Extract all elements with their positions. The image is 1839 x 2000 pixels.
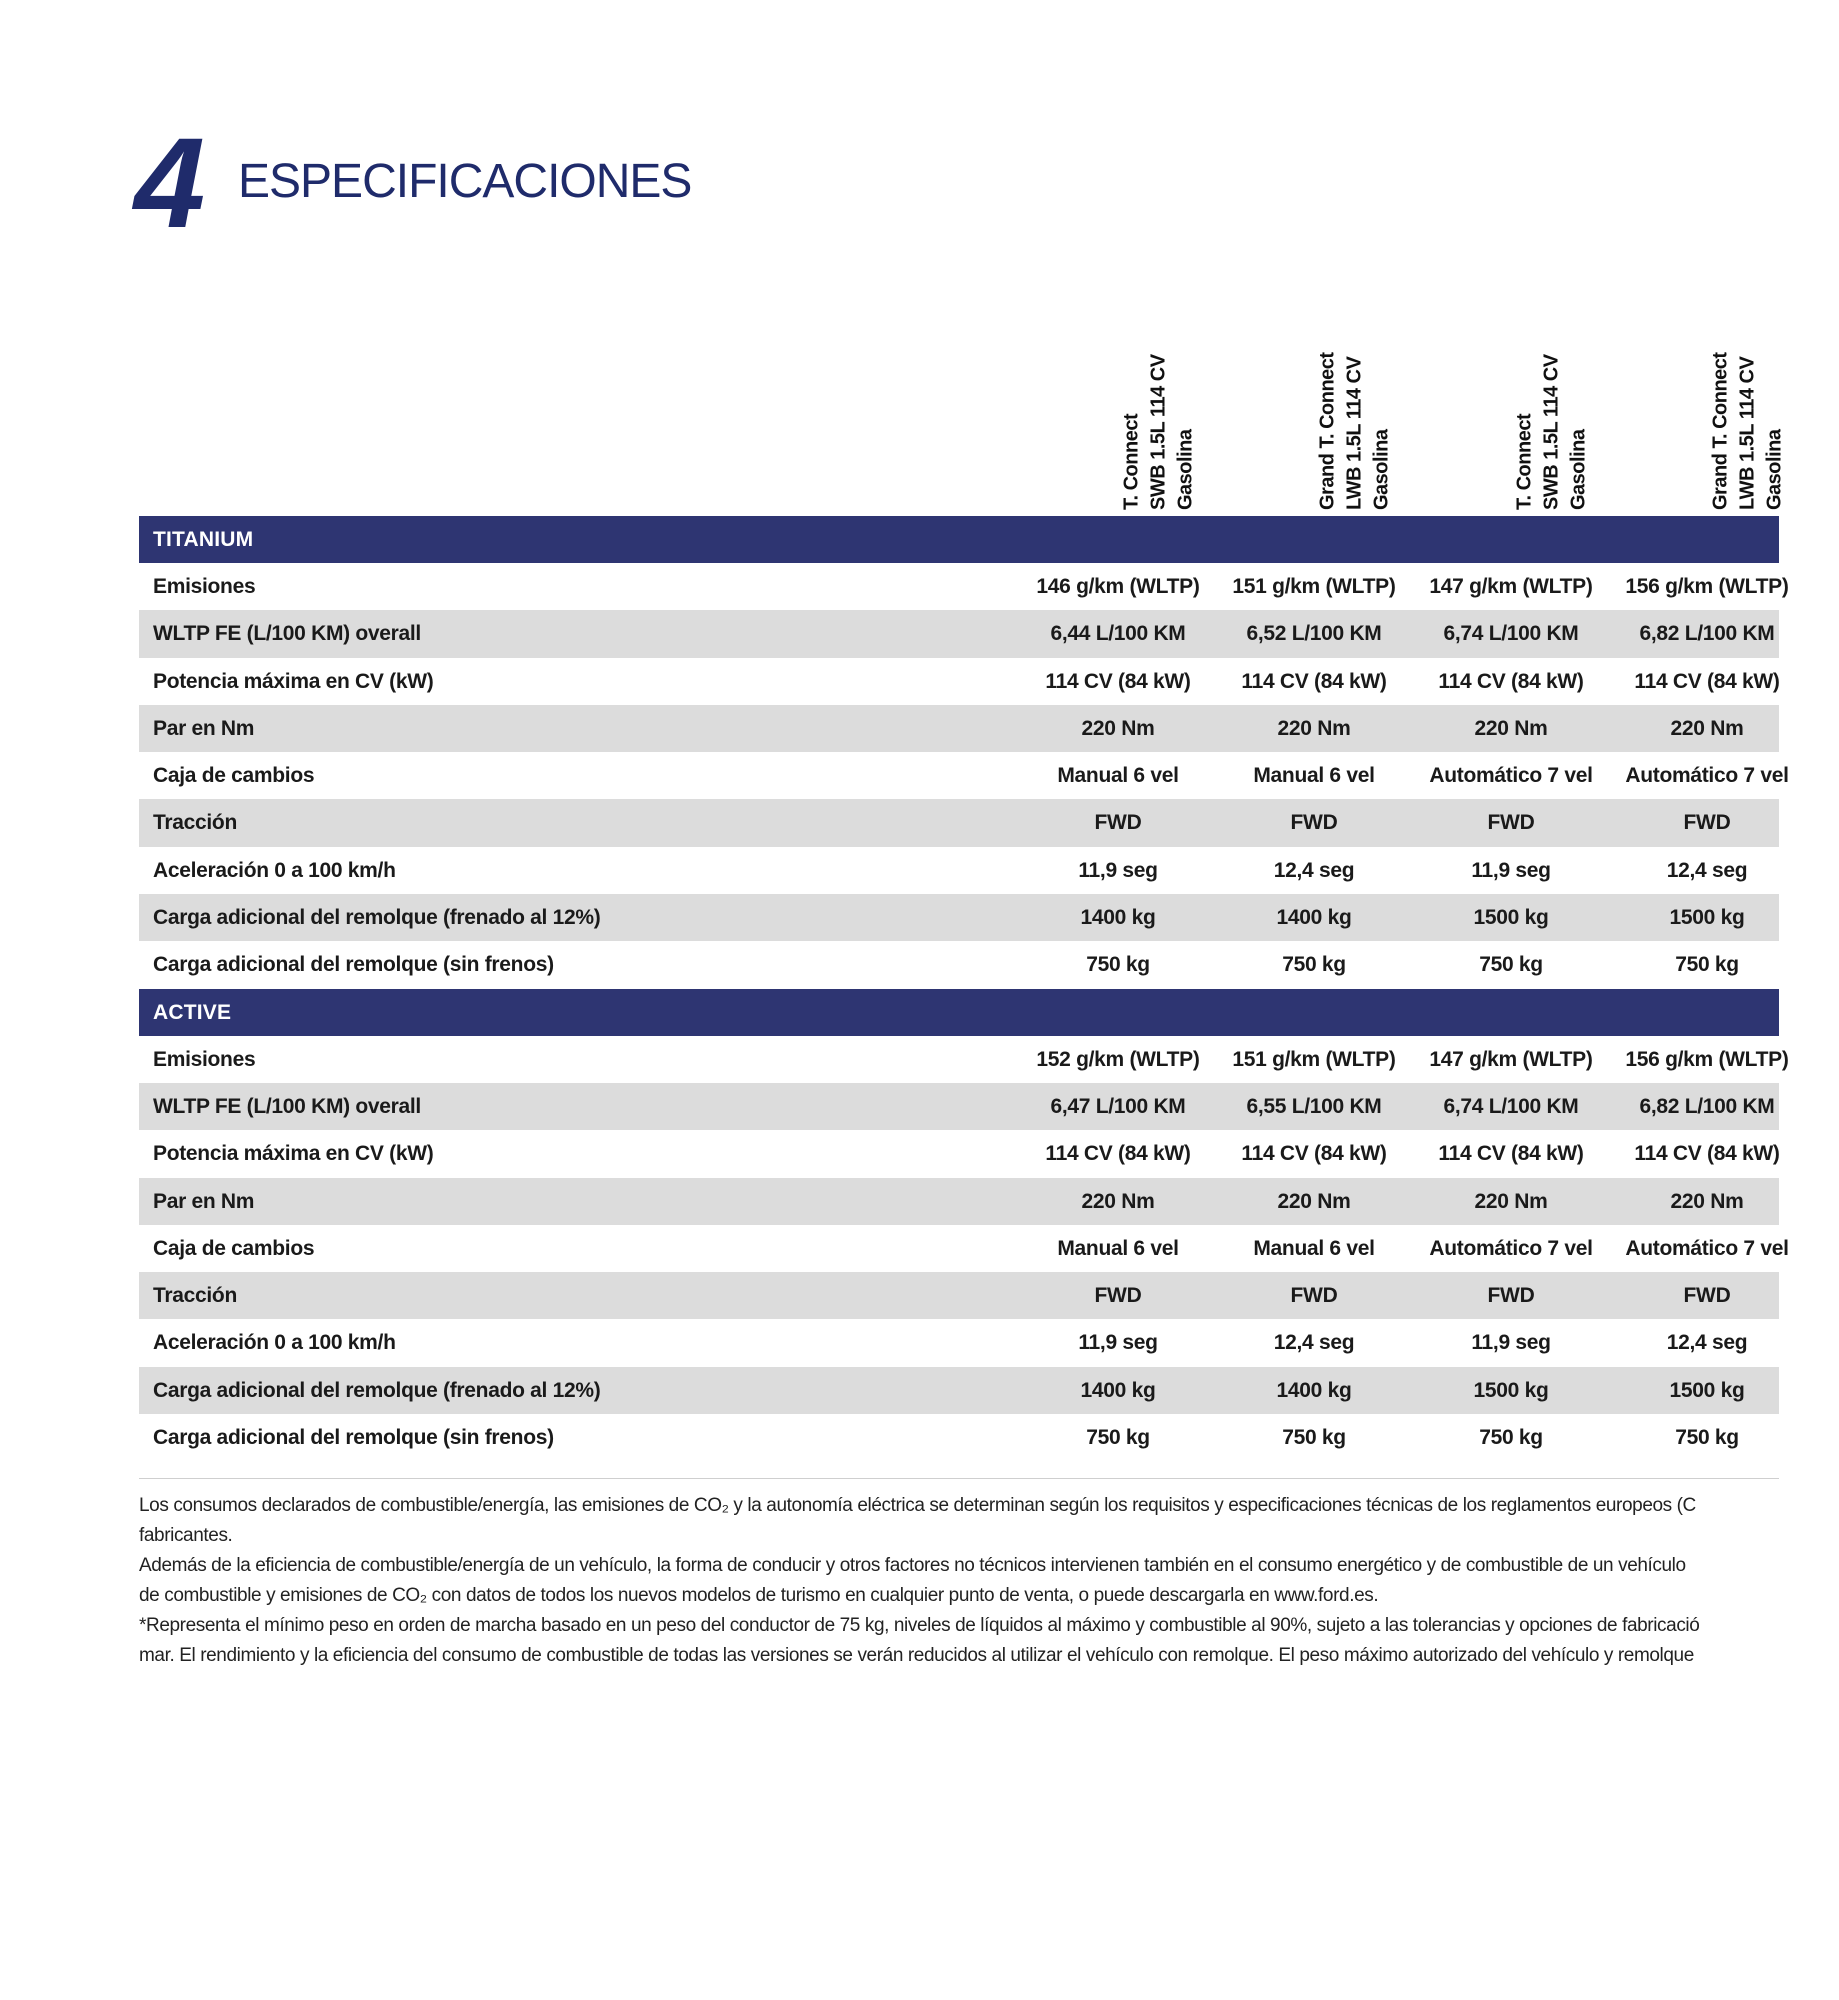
row-label: Potencia máxima en CV (kW) [153, 1142, 434, 1166]
table-cell: 750 kg [1479, 1426, 1543, 1450]
table-row [139, 847, 1779, 894]
table-cell: 6,44 L/100 KM [1050, 622, 1186, 646]
column-header-line: Gasolina [1567, 429, 1590, 510]
table-cell: 152 g/km (WLTP) [1036, 1047, 1200, 1071]
table-cell: 6,55 L/100 KM [1246, 1094, 1382, 1118]
column-header-line: Gasolina [1174, 429, 1197, 510]
footnote: mar. El rendimiento y la eficiencia del consumo de combustible de todas las versiones se verán reducidos al utilizar el vehículo con remolque. El peso máximo autorizado del vehículo y remolque [139, 1645, 1694, 1666]
column-header-line: Gasolina [1370, 429, 1393, 510]
table-cell: 6,52 L/100 KM [1246, 622, 1382, 646]
column-header [1114, 345, 1204, 510]
footnote: de combustible y emisiones de CO₂ con datos de todos los nuevos modelos de turismo en cualquier punto de venta, o puede descargarla en www.ford.es. [139, 1585, 1379, 1606]
table-cell: 6,82 L/100 KM [1639, 1094, 1775, 1118]
table-cell: 6,47 L/100 KM [1050, 1094, 1186, 1118]
table-row [139, 1272, 1779, 1319]
table-cell: 220 Nm [1081, 716, 1155, 740]
table-cell: 114 CV (84 kW) [1438, 669, 1584, 693]
column-header-line: T. Connect [1513, 413, 1536, 510]
table-cell: 220 Nm [1277, 1189, 1351, 1213]
table-cell: Manual 6 vel [1253, 1236, 1375, 1260]
table-cell: 114 CV (84 kW) [1634, 1142, 1780, 1166]
table-cell: FWD [1290, 811, 1338, 835]
column-header-line: SWB 1.5L 114 CV [1540, 354, 1563, 510]
table-cell: 750 kg [1282, 953, 1346, 977]
row-label: Aceleración 0 a 100 km/h [153, 1331, 396, 1355]
table-cell: 1400 kg [1276, 1378, 1352, 1402]
column-header-line: Grand T. Connect [1709, 352, 1732, 510]
table-cell: Automático 7 vel [1625, 1236, 1789, 1260]
spec-table [139, 516, 1789, 1461]
table-cell: 6,74 L/100 KM [1443, 1094, 1579, 1118]
table-cell: 156 g/km (WLTP) [1625, 1047, 1789, 1071]
row-label: Caja de cambios [153, 764, 315, 788]
row-label: Caja de cambios [153, 1236, 315, 1260]
table-cell: 220 Nm [1670, 1189, 1744, 1213]
table-row [139, 941, 1779, 988]
table-cell: 220 Nm [1277, 716, 1351, 740]
column-header-line: T. Connect [1120, 413, 1143, 510]
footnotes [139, 1493, 1839, 1673]
table-cell: 1400 kg [1276, 906, 1352, 930]
table-cell: 1500 kg [1473, 906, 1549, 930]
table-row [139, 1083, 1779, 1130]
row-label: Carga adicional del remolque (frenado al 12%) [153, 1378, 601, 1402]
table-row [139, 1036, 1789, 1083]
table-cell: 12,4 seg [1666, 858, 1748, 882]
table-cell: FWD [1094, 1284, 1142, 1308]
table-cell: 114 CV (84 kW) [1438, 1142, 1584, 1166]
table-row [139, 1178, 1779, 1225]
footnote: *Representa el mínimo peso en orden de marcha basado en un peso del conductor de 75 kg, niveles de líquidos al máximo y combustible al 90%, sujeto a las tolerancias y opciones de fabricació [139, 1615, 1700, 1636]
section-number: 4 [134, 112, 202, 255]
table-cell: 220 Nm [1474, 716, 1548, 740]
footnote: Además de la eficiencia de combustible/energía de un vehículo, la forma de conducir y otros factores no técnicos intervienen también en el consumo energético y de combustible de un vehículo [139, 1555, 1686, 1576]
table-cell: 1400 kg [1080, 1378, 1156, 1402]
table-cell: 114 CV (84 kW) [1045, 1142, 1191, 1166]
column-header-line: Gasolina [1763, 429, 1786, 510]
table-cell: 12,4 seg [1273, 858, 1355, 882]
page-title: ESPECIFICACIONES [238, 155, 692, 208]
column-header-line: SWB 1.5L 114 CV [1147, 354, 1170, 510]
column-header-line: LWB 1.5L 114 CV [1343, 356, 1366, 510]
table-row [139, 1130, 1779, 1177]
table-cell: 147 g/km (WLTP) [1429, 575, 1593, 598]
table-cell: 6,74 L/100 KM [1443, 622, 1579, 646]
row-label: Emisiones [153, 1047, 256, 1071]
row-label: Carga adicional del remolque (sin frenos) [153, 1426, 554, 1450]
table-row [139, 894, 1779, 941]
footnote: Los consumos declarados de combustible/energía, las emisiones de CO₂ y la autonomía eléctrica se determinan según los requisitos y especificaciones técnicas de los reglamentos europeos (C [139, 1495, 1696, 1516]
table-cell: 750 kg [1675, 953, 1739, 977]
table-cell: FWD [1683, 1284, 1731, 1308]
table-cell: Automático 7 vel [1429, 1236, 1593, 1260]
table-cell: 1400 kg [1080, 906, 1156, 930]
row-label: Carga adicional del remolque (sin frenos) [153, 953, 554, 977]
table-cell: 114 CV (84 kW) [1634, 669, 1780, 693]
table-row [139, 610, 1779, 657]
table-cell: 11,9 seg [1471, 1331, 1551, 1355]
table-row [139, 1414, 1779, 1461]
table-cell: FWD [1094, 811, 1142, 835]
column-header-line: Grand T. Connect [1316, 352, 1339, 510]
row-label: Potencia máxima en CV (kW) [153, 669, 434, 693]
table-cell: 220 Nm [1670, 716, 1744, 740]
row-label: Aceleración 0 a 100 km/h [153, 858, 396, 882]
table-cell: 750 kg [1479, 953, 1543, 977]
table-cell: 151 g/km (WLTP) [1232, 1047, 1396, 1071]
table-cell: 147 g/km (WLTP) [1429, 1047, 1593, 1071]
column-header-line: LWB 1.5L 114 CV [1736, 356, 1759, 510]
table-row [139, 1225, 1789, 1272]
table-row [139, 752, 1789, 799]
table-cell: 750 kg [1086, 953, 1150, 977]
column-header [1703, 345, 1793, 510]
table-row [139, 1319, 1779, 1366]
table-cell: Manual 6 vel [1057, 1236, 1179, 1260]
row-label: WLTP FE (L/100 KM) overall [153, 1094, 421, 1118]
section-header: TITANIUM [139, 516, 1779, 563]
table-cell: 1500 kg [1473, 1378, 1549, 1402]
table-cell: FWD [1683, 811, 1731, 835]
table-cell: Automático 7 vel [1429, 764, 1593, 788]
row-label: Par en Nm [153, 716, 255, 740]
table-row [139, 658, 1779, 705]
table-cell: 750 kg [1282, 1426, 1346, 1450]
table-cell: 114 CV (84 kW) [1045, 669, 1191, 693]
column-header [1507, 345, 1597, 510]
table-cell: 146 g/km (WLTP) [1036, 575, 1200, 598]
table-cell: 750 kg [1675, 1426, 1739, 1450]
table-cell: 114 CV (84 kW) [1241, 1142, 1387, 1166]
section-header: ACTIVE [139, 989, 1779, 1036]
row-label: Tracción [153, 1284, 237, 1308]
table-row [139, 563, 1789, 610]
table-cell: 1500 kg [1669, 906, 1745, 930]
table-row [139, 705, 1779, 752]
table-cell: 11,9 seg [1078, 1331, 1158, 1355]
table-cell: 151 g/km (WLTP) [1232, 575, 1396, 598]
table-cell: 220 Nm [1474, 1189, 1548, 1213]
table-cell: FWD [1487, 811, 1535, 835]
table-cell: 750 kg [1086, 1426, 1150, 1450]
table-cell: 114 CV (84 kW) [1241, 669, 1387, 693]
row-label: Emisiones [153, 575, 256, 598]
table-cell: 11,9 seg [1471, 858, 1551, 882]
table-cell: Manual 6 vel [1253, 764, 1375, 788]
footnote: fabricantes. [139, 1525, 233, 1546]
table-row [139, 799, 1779, 846]
row-label: Par en Nm [153, 1189, 255, 1213]
column-header [1310, 345, 1400, 510]
row-label: Tracción [153, 811, 237, 835]
table-cell: FWD [1487, 1284, 1535, 1308]
table-cell: 12,4 seg [1666, 1331, 1748, 1355]
table-cell: Automático 7 vel [1625, 764, 1789, 788]
table-cell: 12,4 seg [1273, 1331, 1355, 1355]
table-cell: 6,82 L/100 KM [1639, 622, 1775, 646]
table-cell: FWD [1290, 1284, 1338, 1308]
row-label: WLTP FE (L/100 KM) overall [153, 622, 421, 646]
table-cell: 220 Nm [1081, 1189, 1155, 1213]
row-label: Carga adicional del remolque (frenado al 12%) [153, 906, 601, 930]
table-cell: Manual 6 vel [1057, 764, 1179, 788]
table-row [139, 1367, 1779, 1414]
table-cell: 11,9 seg [1078, 858, 1158, 882]
table-cell: 1500 kg [1669, 1378, 1745, 1402]
table-cell: 156 g/km (WLTP) [1625, 575, 1789, 598]
table-divider [139, 1478, 1779, 1479]
